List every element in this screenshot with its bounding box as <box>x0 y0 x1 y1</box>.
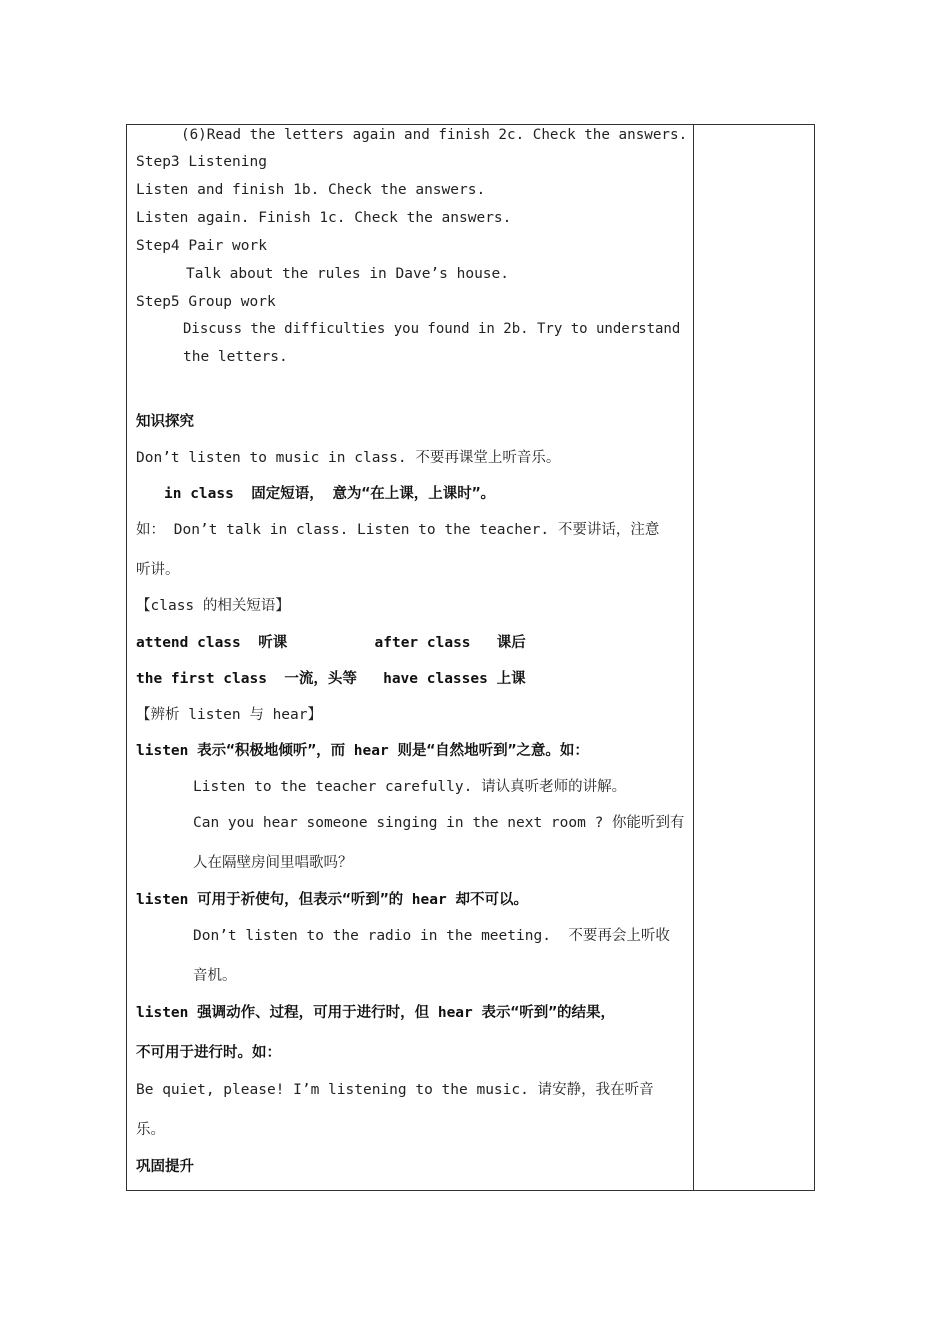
step3-heading: Step3 Listening <box>136 154 267 170</box>
step5-line-1: Discuss the difficulties you found in 2b. Try to understand <box>183 321 681 337</box>
listen-hear-rule-2: listen 可用于祈使句，但表示“听到”的 hear 却不可以。 <box>136 892 528 908</box>
section-heading-consolidation: 巩固提升 <box>136 1159 194 1175</box>
example-line-2: 听讲。 <box>136 562 180 578</box>
step3-line-1: Listen and finish 1b. Check the answers. <box>136 182 486 198</box>
rule-1-example-2-cont: 人在隔壁房间里唱歌吗？ <box>193 855 353 871</box>
rule-3-example-cont: 乐。 <box>136 1122 165 1138</box>
rule-3-example: Be quiet, please! I’m listening to the music. 请安静，我在听音 <box>136 1082 654 1098</box>
notes-column <box>694 125 814 1190</box>
step3-line-2: Listen again. Finish 1c. Check the answers. <box>136 210 512 226</box>
listen-hear-rule-3: listen 强调动作、过程，可用于进行时，但 hear 表示“听到”的结果， <box>136 1005 615 1021</box>
listen-hear-rule-1: listen 表示“积极地倾听”，而 hear 则是“自然地听到”之意。如： <box>136 743 589 759</box>
phrase-note: in class 固定短语， 意为“在上课，上课时”。 <box>164 486 495 502</box>
example-line-1: 如： Don’t talk in class. Listen to the teacher. 不要讲话，注意 <box>136 522 660 538</box>
section-heading-knowledge: 知识探究 <box>136 414 194 430</box>
step4-heading: Step4 Pair work <box>136 238 267 254</box>
step5-line-2: the letters. <box>183 349 288 365</box>
listen-hear-heading: 【辨析 listen 与 hear】 <box>136 707 322 723</box>
class-phrases-row-1: attend class 听课 after class 课后 <box>136 635 526 651</box>
class-phrases-heading: 【class 的相关短语】 <box>136 598 290 614</box>
example-sentence: Don’t listen to music in class. 不要再课堂上听音乐。 <box>136 450 561 466</box>
class-phrases-row-2: the first class 一流，头等 have classes 上课 <box>136 671 526 687</box>
step4-line: Talk about the rules in Dave’s house. <box>186 266 510 282</box>
listen-hear-rule-3-cont: 不可用于进行时。如： <box>136 1045 281 1061</box>
rule-1-example-1: Listen to the teacher carefully. 请认真听老师的讲解。 <box>193 779 627 795</box>
lesson-table <box>126 124 815 1191</box>
rule-1-example-2: Can you hear someone singing in the next room ? 你能听到有 <box>193 815 685 831</box>
step5-heading: Step5 Group work <box>136 294 276 310</box>
task-6-line: (6)Read the letters again and finish 2c. Check the answers. <box>181 127 688 143</box>
rule-2-example: Don’t listen to the radio in the meeting. 不要再会上听收 <box>193 928 670 944</box>
rule-2-example-cont: 音机。 <box>193 968 237 984</box>
